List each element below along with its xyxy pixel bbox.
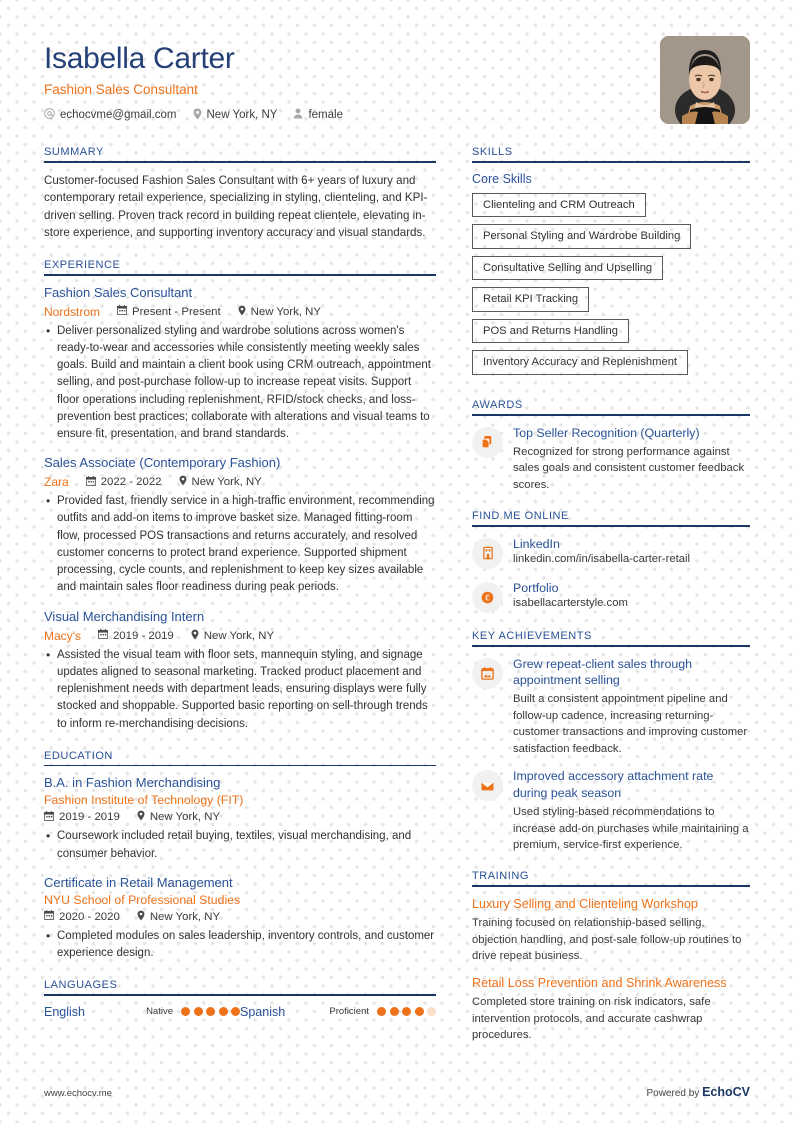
right-column	[472, 146, 750, 1061]
experience-location-group	[179, 475, 262, 489]
experience-location-group	[238, 305, 321, 319]
section-divider	[44, 994, 436, 996]
svg-text:€: €	[485, 593, 490, 603]
education-entry	[44, 875, 436, 962]
education-dates: 2019 - 2019	[59, 811, 120, 824]
section-divider	[472, 645, 750, 647]
rating-dot-filled	[377, 1007, 386, 1016]
achievement-description: Used styling-based recommendations to increase add-on purchases while maintaining a premium, service-first experience.	[513, 806, 749, 851]
experience-location-group	[191, 629, 274, 643]
skill-chip: Inventory Accuracy and Replenishment	[472, 350, 688, 375]
bullet-item: • Deliver personalized styling and wardrobe solutions across women's ready-to-wear and accessories while consistently meeting weekly sales goals. Build and maintain a client book using CRM outreach, appointment selling, and post-purchase follow-up to increase repeat visits. Support floor operations including replenishment, RFID/stock checks, and loss-prevention best practices; collaborate with alterations and visual teams to ensure fit, presentation, and brand standards.	[44, 323, 436, 444]
section-divider	[472, 161, 750, 163]
section-heading-skills: SKILLS	[472, 146, 513, 158]
rating-dot-filled	[415, 1007, 424, 1016]
footer-brand-name: EchoCV	[702, 1085, 750, 1099]
skill-chip: Consultative Selling and Upselling	[472, 256, 663, 281]
calendar-icon	[117, 305, 127, 318]
section-divider	[472, 525, 750, 527]
experience-meta	[44, 475, 436, 489]
education-dates-group	[44, 811, 120, 824]
online-profile-body	[513, 580, 750, 609]
location-pin-icon	[137, 810, 145, 824]
experience-dates-group	[98, 629, 174, 642]
resume-header	[44, 36, 750, 124]
training-name: Luxury Selling and Clienteling Workshop	[472, 897, 698, 912]
skill-chip: Retail KPI Tracking	[472, 287, 589, 312]
online-profile-label[interactable]: LinkedIn	[513, 536, 560, 551]
education-bullets	[44, 828, 436, 863]
experience-bullets	[44, 647, 436, 733]
achievement-name: Improved accessory attachment rate during peak season	[513, 769, 714, 800]
education-location-group	[137, 910, 220, 924]
calendar-icon	[86, 476, 96, 489]
experience-location: New York, NY	[191, 476, 262, 489]
education-location: New York, NY	[149, 910, 221, 923]
euro-coin-icon	[472, 582, 503, 613]
contact-gender-text: female	[308, 109, 343, 121]
section-heading-training: TRAINING	[472, 870, 529, 883]
experience-dates-group	[117, 305, 221, 318]
education-meta	[44, 910, 436, 924]
rating-dot-filled	[402, 1007, 411, 1016]
section-awards	[472, 399, 750, 493]
header-text-block	[44, 36, 352, 123]
experience-role: Visual Merchandising Intern	[44, 608, 205, 624]
summary-text: Customer-focused Fashion Sales Consultant with 6+ years of luxury and contemporary retail experience, specializing in styling, clienteling, and KPI-driven selling. Proven track record in building repeat clientele, elevating in-store experience, and supporting inventory accuracy and visual standards.	[44, 173, 428, 240]
experience-meta	[44, 305, 436, 319]
training-description: Training focused on relationship-based selling, objection handling, and post-sale follow-up routines to drive repeat business.	[472, 917, 742, 963]
award-item	[472, 425, 750, 494]
contact-email-text: echocvme@gmail.com	[60, 109, 177, 121]
section-training	[472, 870, 750, 1043]
online-profile-item[interactable]	[472, 580, 750, 613]
language-rating-dots	[181, 1007, 240, 1016]
online-profile-body	[513, 536, 750, 565]
achievement-body	[513, 656, 750, 758]
section-heading-find-me-online: FIND ME ONLINE	[472, 510, 569, 523]
experience-location: New York, NY	[203, 629, 275, 642]
section-heading-summary: SUMMARY	[44, 146, 104, 158]
education-location-group	[137, 810, 220, 824]
achievement-name: Grew repeat-client sales through appointment selling	[513, 656, 693, 687]
section-divider	[472, 414, 750, 416]
experience-role: Sales Associate (Contemporary Fashion)	[44, 455, 281, 471]
rating-dot-filled	[194, 1007, 203, 1016]
contact-gender	[293, 108, 343, 122]
contact-row	[44, 108, 352, 123]
online-profile-url[interactable]: isabellacarterstyle.com	[513, 597, 628, 610]
section-heading-education: EDUCATION	[44, 749, 113, 762]
experience-org: Zara	[44, 475, 69, 490]
rating-dot-filled	[390, 1007, 399, 1016]
experience-org: Nordstrom	[44, 304, 101, 319]
experience-meta	[44, 629, 436, 643]
footer-site-url[interactable]: www.echocv.me	[44, 1088, 112, 1099]
training-description: Completed store training on risk indicators, safe intervention protocols, and accurate cashwrap procedures.	[472, 996, 711, 1042]
skill-chip: POS and Returns Handling	[472, 319, 629, 344]
bullet-item: • Provided fast, friendly service in a high-traffic environment, recommending outfits and add-on items to improve basket size. Managed fitting-room flow, processed POS transactions and returns accurately, and resolved customer concerns to protect brand experience. Supported shipment processing, cycle counts, and replenishment to keep key sizes available and maintain sales floor readiness during peak periods.	[44, 493, 436, 597]
experience-org: Macy's	[44, 628, 81, 643]
rating-dot-filled	[181, 1007, 190, 1016]
online-profile-item[interactable]	[472, 536, 750, 569]
online-profile-url[interactable]: linkedin.com/in/isabella-carter-retail	[513, 553, 691, 566]
education-school: Fashion Institute of Technology (FIT)	[44, 793, 244, 808]
bullet-item: • Coursework included retail buying, textiles, visual merchandising, and consumer behavior.	[44, 828, 436, 863]
achievement-item	[472, 768, 750, 853]
language-item	[240, 1005, 436, 1019]
education-meta	[44, 810, 436, 824]
experience-entry	[44, 609, 436, 733]
language-level: Native	[146, 1006, 173, 1018]
location-pin-icon	[179, 475, 187, 489]
education-location: New York, NY	[149, 811, 221, 824]
rating-dot-filled	[206, 1007, 215, 1016]
language-name: Spanish	[240, 1004, 286, 1019]
page-footer	[44, 1085, 750, 1099]
experience-dates: 2022 - 2022	[100, 476, 162, 489]
language-name: English	[44, 1004, 85, 1019]
section-education	[44, 750, 436, 962]
location-pin-icon	[137, 910, 145, 924]
education-school: NYU School of Professional Studies	[44, 892, 241, 907]
person-icon	[293, 108, 303, 122]
language-rating-dots	[377, 1007, 436, 1016]
rating-dot-filled	[219, 1007, 228, 1016]
calendar-icon	[44, 910, 54, 923]
education-degree: Certificate in Retail Management	[44, 874, 233, 890]
languages-row	[44, 1005, 436, 1019]
footer-powered-by-label: Powered by	[646, 1088, 703, 1099]
section-find-me-online	[472, 510, 750, 613]
section-languages	[44, 979, 436, 1019]
at-icon	[44, 108, 55, 122]
section-heading-experience: EXPERIENCE	[44, 259, 121, 272]
achievement-description: Built a consistent appointment pipeline and follow-up cadence, increasing returning-customer transactions and improving customer satisfaction feedback.	[513, 693, 748, 755]
education-dates-group	[44, 910, 120, 923]
section-summary	[44, 146, 436, 242]
calendar-image-icon	[472, 658, 503, 689]
section-heading-key-achievements: KEY ACHIEVEMENTS	[472, 629, 592, 642]
award-name: Top Seller Recognition (Quarterly)	[513, 425, 700, 440]
footer-brand	[646, 1085, 750, 1099]
building-icon	[472, 538, 503, 569]
experience-dates: Present - Present	[132, 305, 221, 318]
education-dates: 2020 - 2020	[59, 910, 120, 923]
section-key-achievements	[472, 630, 750, 853]
section-skills	[472, 146, 750, 382]
experience-dates-group	[86, 476, 162, 489]
language-level: Proficient	[329, 1006, 369, 1018]
skill-chip: Clienteling and CRM Outreach	[472, 193, 646, 218]
location-pin-icon	[191, 629, 199, 643]
job-title: Fashion Sales Consultant	[44, 81, 198, 97]
experience-bullets	[44, 323, 436, 444]
contact-location-text: New York, NY	[206, 109, 278, 121]
section-divider	[44, 161, 436, 163]
section-divider	[44, 765, 436, 767]
education-bullets	[44, 928, 436, 963]
experience-role: Fashion Sales Consultant	[44, 284, 193, 300]
section-heading-languages: LANGUAGES	[44, 979, 118, 992]
award-body	[513, 425, 750, 494]
experience-bullets	[44, 493, 436, 597]
online-profile-label[interactable]: Portfolio	[513, 580, 559, 595]
section-experience	[44, 259, 436, 733]
avatar-portrait	[660, 36, 750, 124]
avatar	[660, 36, 750, 124]
training-item	[472, 975, 750, 1044]
envelope-icon	[472, 770, 503, 801]
calendar-icon	[98, 629, 108, 642]
training-item	[472, 896, 750, 965]
education-degree: B.A. in Fashion Merchandising	[44, 775, 221, 791]
page-title: Isabella Carter	[44, 42, 235, 75]
section-divider	[44, 274, 436, 276]
section-divider	[472, 885, 750, 887]
calendar-icon	[44, 811, 54, 824]
award-description: Recognized for strong performance against sales goals and consistent customer feedback scores.	[513, 445, 745, 491]
language-item	[44, 1005, 240, 1019]
experience-entry	[44, 455, 436, 596]
education-entry	[44, 775, 436, 862]
bullet-item: • Assisted the visual team with floor sets, mannequin styling, and signage updates aligned to seasonal marketing. Tracked product placement and replenishment needs with department leads, ensuring displays were fully stocked and shoppable. Supported basic reporting on sell-through trends to inform re-merchandising decisions.	[44, 647, 436, 733]
experience-entry	[44, 285, 436, 444]
contact-location	[193, 108, 278, 123]
achievement-body	[513, 768, 750, 853]
rating-dot-empty	[427, 1007, 436, 1016]
resume-columns	[44, 146, 750, 1061]
location-pin-icon	[238, 305, 246, 319]
contact-email	[44, 108, 177, 122]
training-name: Retail Loss Prevention and Shrink Awareness	[472, 975, 727, 990]
rating-dot-filled	[231, 1007, 240, 1016]
experience-location: New York, NY	[250, 305, 321, 318]
bullet-item: • Completed modules on sales leadership, inventory controls, and customer experience design.	[44, 928, 436, 963]
section-heading-awards: AWARDS	[472, 398, 523, 411]
skills-group-title: Core Skills	[472, 171, 532, 186]
documents-icon	[472, 427, 503, 458]
achievement-item	[472, 656, 750, 758]
skill-chip: Personal Styling and Wardrobe Building	[472, 224, 691, 249]
experience-dates: 2019 - 2019	[112, 629, 174, 642]
skill-chip-list	[472, 193, 750, 382]
location-pin-icon	[193, 108, 202, 123]
left-column	[44, 146, 436, 1036]
